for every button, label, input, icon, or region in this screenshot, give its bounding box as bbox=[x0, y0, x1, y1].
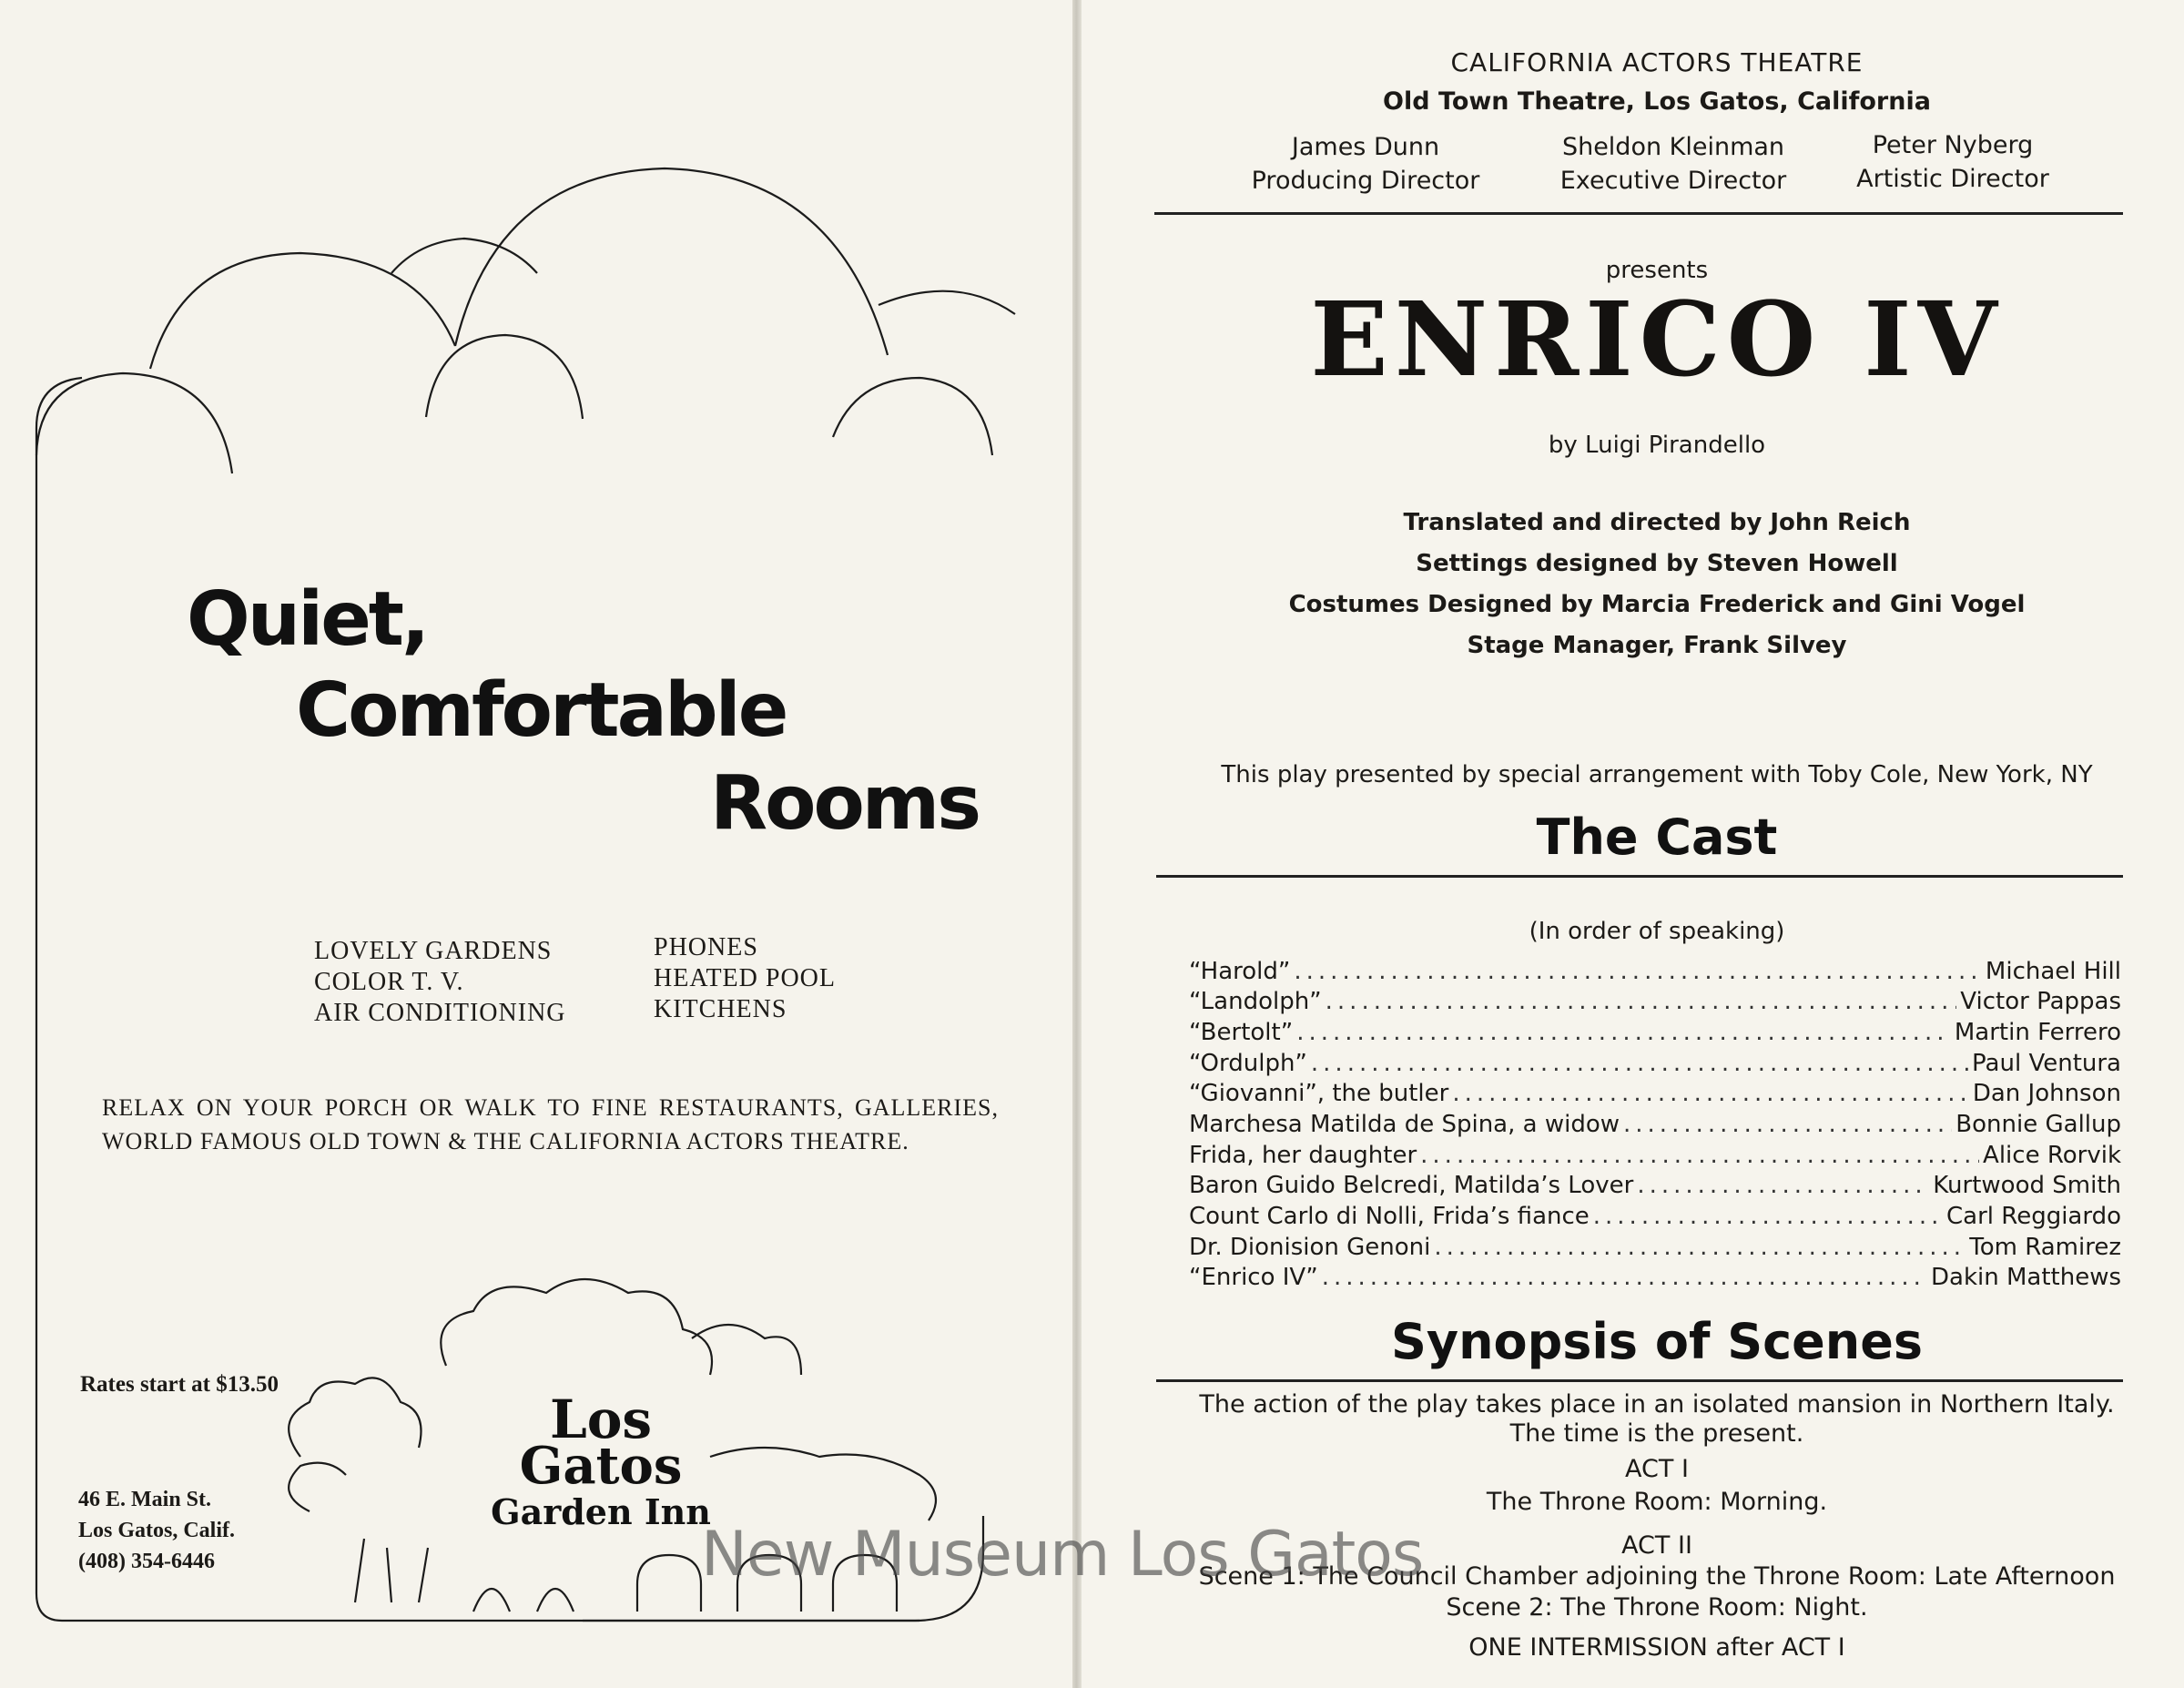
cast-row bbox=[1189, 1080, 2121, 1111]
intermission-note: ONE INTERMISSION after ACT I bbox=[1468, 1633, 1845, 1662]
act2-label: ACT II bbox=[1621, 1531, 1692, 1560]
staff-role: Executive Director bbox=[1559, 167, 1787, 195]
address-line: 46 E. Main St. bbox=[78, 1488, 212, 1511]
staff-name: Peter Nyberg bbox=[1872, 131, 2034, 159]
dot-leader bbox=[1311, 1050, 1968, 1077]
staff-name: James Dunn bbox=[1291, 133, 1440, 161]
cast-actor: Victor Pappas bbox=[1960, 988, 2121, 1015]
hotel-logo bbox=[464, 1388, 737, 1532]
cast-actor: Paul Ventura bbox=[1972, 1050, 2121, 1077]
cast-row bbox=[1189, 1050, 2121, 1081]
cast-actor: Alice Rorvik bbox=[1983, 1142, 2121, 1169]
cast-order-note: (In order of speaking) bbox=[1529, 918, 1785, 945]
cast-row bbox=[1189, 1142, 2121, 1173]
synopsis-time: The time is the present. bbox=[1509, 1419, 1804, 1448]
cast-actor: Carl Reggiardo bbox=[1946, 1203, 2121, 1230]
staff-role: Artistic Director bbox=[1856, 165, 2049, 193]
credit-line: Translated and directed by John Reich bbox=[1403, 509, 1911, 536]
logo-line: Los bbox=[549, 1388, 653, 1450]
play-author: by Luigi Pirandello bbox=[1548, 432, 1766, 459]
cast-row bbox=[1189, 1111, 2121, 1142]
cast-role: “Enrico IV” bbox=[1189, 1264, 1318, 1291]
dot-leader bbox=[1452, 1080, 1968, 1107]
production-credits bbox=[1183, 503, 2130, 666]
synopsis-text bbox=[1174, 1390, 2139, 1449]
cast-row bbox=[1189, 1234, 2121, 1265]
cast-role: “Harold” bbox=[1189, 958, 1291, 985]
rates-text: Rates start at $13.50 bbox=[80, 1372, 279, 1397]
amenities-list-left bbox=[314, 936, 566, 1029]
headline-comfortable: Comfortable bbox=[296, 667, 787, 754]
cast-role: “Ordulph” bbox=[1189, 1050, 1307, 1077]
dot-leader bbox=[1326, 988, 1957, 1015]
staff-artistic-director bbox=[1834, 128, 2071, 196]
synopsis-heading: Synopsis of Scenes bbox=[1390, 1313, 1923, 1370]
left-page-advertisement bbox=[0, 0, 1072, 1688]
theatre-name: CALIFORNIA ACTORS THEATRE bbox=[1450, 47, 1864, 77]
dot-leader bbox=[1593, 1203, 1943, 1230]
ad-blurb: RELAX ON YOUR PORCH OR WALK TO FINE RESTAURANTS, GALLERIES, WORLD FAMOUS OLD TOWN & THE CALIFORNIA ACTORS THEATRE. bbox=[102, 1094, 999, 1154]
dot-leader bbox=[1637, 1172, 1929, 1199]
cast-actor: Michael Hill bbox=[1985, 958, 2121, 985]
cast-row bbox=[1189, 1172, 2121, 1203]
presents-text: presents bbox=[1605, 257, 1709, 284]
staff-name: Sheldon Kleinman bbox=[1561, 133, 1785, 161]
cast-actor: Dan Johnson bbox=[1972, 1080, 2121, 1107]
cast-row bbox=[1189, 1264, 2121, 1295]
arrangement-note: This play presented by special arrangement with Toby Cole, New York, NY bbox=[1221, 761, 2093, 788]
header-divider bbox=[1154, 212, 2123, 215]
logo-line: Garden Inn bbox=[491, 1491, 711, 1532]
act2-scene1: Scene 1: The Council Chamber adjoining the Throne Room: Late Afternoon bbox=[1198, 1562, 2116, 1591]
dot-leader bbox=[1294, 958, 1982, 985]
act1-scene: The Throne Room: Morning. bbox=[1486, 1488, 1828, 1516]
cast-role: “Landolph” bbox=[1189, 988, 1322, 1015]
cast-role: Frida, her daughter bbox=[1189, 1142, 1417, 1169]
cast-heading: The Cast bbox=[1536, 808, 1778, 866]
dot-leader bbox=[1296, 1019, 1951, 1046]
cast-role: “Giovanni”, the butler bbox=[1189, 1080, 1449, 1107]
play-title: ENRICO IV bbox=[1310, 280, 2004, 400]
headline-rooms: Rooms bbox=[710, 760, 980, 847]
cast-actor: Kurtwood Smith bbox=[1933, 1172, 2121, 1199]
cast-role: Baron Guido Belcredi, Matilda’s Lover bbox=[1189, 1172, 1634, 1199]
cast-actor: Martin Ferrero bbox=[1954, 1019, 2121, 1046]
dot-leader bbox=[1434, 1234, 1966, 1261]
hotel-address bbox=[78, 1484, 235, 1577]
cast-actor: Bonnie Gallup bbox=[1955, 1111, 2121, 1138]
cast-role: “Bertolt” bbox=[1189, 1019, 1294, 1046]
headline-quiet: Quiet, bbox=[187, 576, 428, 663]
cast-row bbox=[1189, 958, 2121, 989]
dot-leader bbox=[1420, 1142, 1979, 1169]
act1-label: ACT I bbox=[1625, 1455, 1689, 1483]
amenity-item: HEATED POOL bbox=[654, 964, 836, 992]
cast-actor: Dakin Matthews bbox=[1930, 1264, 2121, 1291]
logo-line: Gatos bbox=[519, 1436, 683, 1496]
staff-role: Producing Director bbox=[1251, 167, 1480, 195]
amenity-item: LOVELY GARDENS bbox=[314, 937, 553, 965]
dot-leader bbox=[1623, 1111, 1952, 1138]
address-line: Los Gatos, Calif. bbox=[78, 1519, 236, 1542]
address-line: (408) 354-6446 bbox=[78, 1550, 215, 1573]
cast-row bbox=[1189, 1019, 2121, 1050]
credit-line: Settings designed by Steven Howell bbox=[1416, 550, 1898, 577]
cast-role: Dr. Dionision Genoni bbox=[1189, 1234, 1431, 1261]
synopsis-divider bbox=[1156, 1379, 2123, 1382]
credit-line: Stage Manager, Frank Silvey bbox=[1467, 632, 1847, 659]
museum-watermark: New Museum Los Gatos bbox=[701, 1519, 1424, 1591]
staff-executive-director bbox=[1555, 130, 1792, 198]
amenity-item: AIR CONDITIONING bbox=[314, 999, 566, 1027]
staff-producing-director bbox=[1247, 130, 1484, 198]
cast-divider bbox=[1156, 875, 2123, 878]
amenity-item: KITCHENS bbox=[654, 995, 787, 1023]
credit-line: Costumes Designed by Marcia Frederick and Gini Vogel bbox=[1288, 591, 2026, 618]
act2-scene2: Scene 2: The Throne Room: Night. bbox=[1446, 1593, 1868, 1622]
amenity-item: PHONES bbox=[654, 933, 758, 961]
cast-actor: Tom Ramirez bbox=[1969, 1234, 2121, 1261]
amenities-list-right bbox=[654, 932, 836, 1025]
cast-row bbox=[1189, 1203, 2121, 1234]
booklet-spine bbox=[1072, 0, 1082, 1688]
synopsis-setting: The action of the play takes place in an isolated mansion in Northern Italy. bbox=[1199, 1390, 2115, 1419]
venue-name: Old Town Theatre, Los Gatos, California bbox=[1383, 87, 1931, 116]
cast-row bbox=[1189, 988, 2121, 1019]
cast-role: Marchesa Matilda de Spina, a widow bbox=[1189, 1111, 1620, 1138]
dot-leader bbox=[1322, 1264, 1927, 1291]
amenity-item: COLOR T. V. bbox=[314, 968, 464, 996]
cast-role: Count Carlo di Nolli, Frida’s fiance bbox=[1189, 1203, 1590, 1230]
